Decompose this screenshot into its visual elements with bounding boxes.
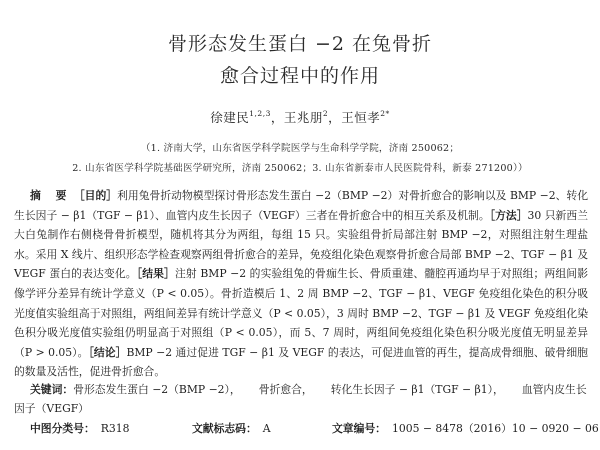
author-affiliation-mark: 2: [322, 109, 329, 118]
abstract-results-text: 注射 BMP −2 的实验组兔的骨痂生长、骨质重建、髓腔再通均早于对照组；两组间影像学评分差异有统计学意义（P < 0.05）。骨折造模后 1、2 周 BMP −2、TGF − β1、VEGF 免疫组化染色的积分吸光度值实验组高于对照组，两组间差异有统计学意义（P < 0.05），3 周时 BMP −2、TGF − β1 及 VEGF 免疫组化染色积分吸光度值实验组仍明显高于对照组（P < 0.05），而 5、7 周时，两组间免疫组化染色积分吸光度值无明显差异（P > 0.05）。: [14, 267, 588, 359]
clc-label: 中图分类号：: [30, 422, 95, 435]
abstract-conclusion-text: BMP −2 通过促进 TGF − β1 及 VEGF 的表达，可促进血管的再生，提高成骨细胞、破骨细胞的数量及活性，促进骨折愈合。: [14, 345, 588, 379]
abstract-methods-tag: ［方法］: [489, 208, 528, 222]
author-separator: ，: [328, 110, 342, 125]
clc-number: [30, 421, 130, 436]
author-list: [0, 108, 600, 126]
abstract-label: 摘 要: [30, 189, 69, 202]
keyword-item: 骨形态发生蛋白 −2（BMP −2），: [73, 383, 241, 396]
keyword-item: 骨折愈合，: [258, 383, 313, 396]
author-affiliation-mark: 2*: [380, 109, 390, 118]
author-name: 徐建民: [210, 110, 250, 125]
keywords-label: 关键词：: [30, 383, 74, 396]
document-code: [192, 421, 271, 436]
abstract-objective-text: 利用兔骨折动物模型探讨骨形态发生蛋白 −2（BMP −2）对骨折愈合的影响以及 BMP −2、转化生长因子 − β1（TGF − β1）、血管内皮生长因子（VEGF）三者在骨折愈合中的相互关系及机制。: [14, 189, 588, 222]
keywords: [14, 380, 588, 418]
keyword-item: 血管内皮生长因子（VEGF）: [14, 383, 587, 415]
abstract: [14, 186, 588, 382]
keyword-item: 转化生长因子 − β1（TGF − β1），: [330, 383, 504, 396]
affiliation-line-1: （1. 济南大学，山东省医学科学院医学与生命科学学院，济南 250062；: [140, 143, 460, 154]
document-code-label: 文献标志码：: [192, 422, 257, 435]
author-name: 王恒孝: [341, 110, 381, 125]
article-number: [332, 421, 599, 436]
author-name: 王兆朋: [283, 110, 323, 125]
abstract-methods-text: 30 只新西兰大白兔制作右侧桡骨骨折模型，随机将其分为两组，每组 15 只。实验组骨折局部注射 BMP −2，对照组注射生理盐水。采用 X 线片、组织形态学检查观察两组骨折愈合的差异，免疫组化染色观察骨折愈合局部 BMP −2、TGF − β1 及 VEGF 蛋白的表达变化。: [14, 208, 588, 281]
abstract-body: [14, 186, 588, 382]
affiliation-line-2: 2. 山东省医学科学院基础医学研究所，济南 250062；3. 山东省新泰市人民医院骨科，新泰 271200））: [72, 163, 528, 174]
article-number-label: 文章编号：: [332, 422, 386, 435]
document-code-value: A: [262, 422, 271, 435]
abstract-results-tag: ［结果］: [136, 267, 175, 281]
clc-value: R318: [100, 422, 130, 435]
abstract-conclusion-tag: ［结论］: [88, 345, 127, 359]
abstract-objective-tag: ［目的］: [79, 189, 118, 202]
article-number-value: 1005 − 8478（2016）10 − 0920 − 06: [391, 422, 599, 435]
author-affiliation-mark: 1,2,3: [249, 109, 271, 118]
paper-title-line-2: 愈合过程中的作用: [219, 65, 380, 87]
paper-title-line-1: 骨形态发生蛋白 −2 在兔骨折: [167, 33, 433, 55]
author-separator: ，: [270, 110, 284, 125]
